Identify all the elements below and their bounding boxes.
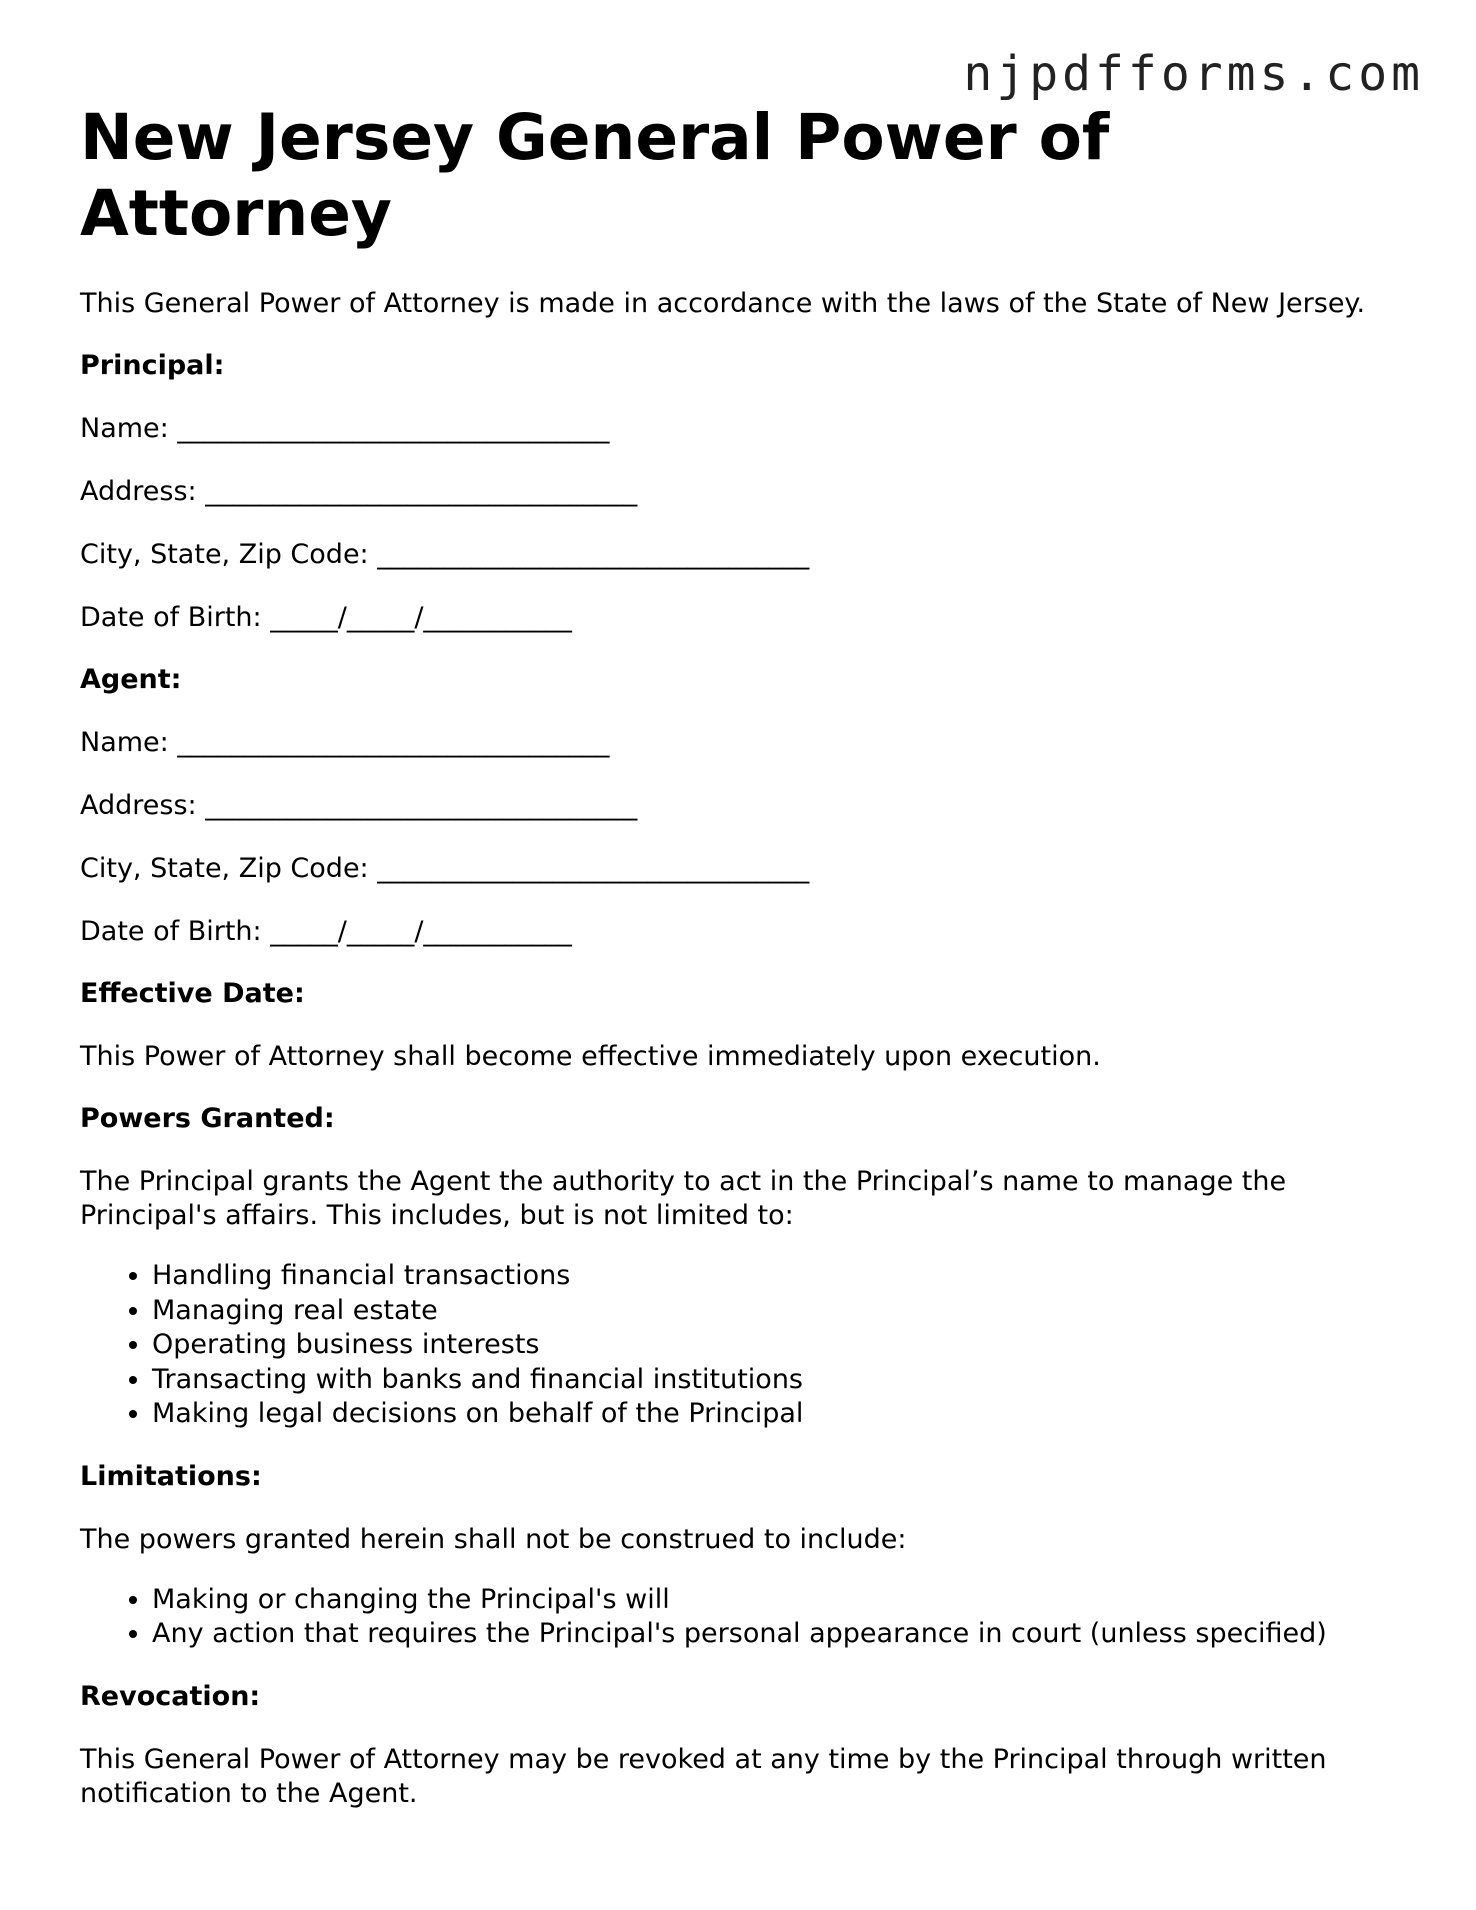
site-watermark: njpdfforms.com xyxy=(963,46,1424,102)
principal-city-field[interactable]: City, State, Zip Code: ________________________________ xyxy=(80,539,810,571)
agent-section xyxy=(80,663,1410,949)
list-item: • Operating business interests xyxy=(152,1328,1410,1363)
effective-date-heading: Effective Date: xyxy=(80,978,305,1010)
principal-address-field[interactable]: Address: ________________________________ xyxy=(80,476,638,508)
list-item: • Any action that requires the Principal's personal appearance in court (unless specified) xyxy=(152,1617,1410,1652)
limitations-list xyxy=(80,1583,1410,1652)
list-item: • Making legal decisions on behalf of the Principal xyxy=(152,1397,1410,1432)
principal-section xyxy=(80,349,1410,635)
document-body xyxy=(80,100,1410,1811)
effective-date-text: This Power of Attorney shall become effective immediately upon execution. xyxy=(80,1041,1101,1073)
agent-city-field[interactable]: City, State, Zip Code: ________________________________ xyxy=(80,853,810,885)
principal-heading: Principal: xyxy=(80,350,225,382)
limitations-section xyxy=(80,1460,1410,1652)
revocation-text: This General Power of Attorney may be revoked at any time by the Principal through written notification to the Agent. xyxy=(80,1743,1327,1809)
list-item: • Making or changing the Principal's will xyxy=(152,1583,1410,1618)
list-item: • Transacting with banks and financial institutions xyxy=(152,1363,1410,1398)
list-item: • Handling financial transactions xyxy=(152,1259,1410,1294)
list-item: • Managing real estate xyxy=(152,1294,1410,1329)
agent-dob-field[interactable]: Date of Birth: _____/_____/___________ xyxy=(80,916,572,948)
powers-heading: Powers Granted: xyxy=(80,1103,335,1135)
limitations-heading: Limitations: xyxy=(80,1460,262,1492)
effective-date-section xyxy=(80,977,1410,1074)
agent-address-field[interactable]: Address: ________________________________ xyxy=(80,790,638,822)
powers-list xyxy=(80,1259,1410,1432)
agent-name-field[interactable]: Name: ________________________________ xyxy=(80,727,610,759)
principal-name-field[interactable]: Name: ________________________________ xyxy=(80,413,610,445)
principal-dob-field[interactable]: Date of Birth: _____/_____/___________ xyxy=(80,602,572,634)
powers-text: The Principal grants the Agent the authority to act in the Principal’s name to manage the Principal's affairs. This includes, but is not limited to: xyxy=(80,1166,1287,1232)
intro-paragraph: This General Power of Attorney is made in accordance with the laws of the State of New Jersey. xyxy=(80,288,1366,320)
powers-section xyxy=(80,1102,1410,1432)
revocation-heading: Revocation: xyxy=(80,1680,261,1712)
document-title: New Jersey General Power of Attorney xyxy=(80,101,1110,250)
revocation-section xyxy=(80,1680,1410,1811)
limitations-text: The powers granted herein shall not be construed to include: xyxy=(80,1523,907,1555)
agent-heading: Agent: xyxy=(80,664,182,696)
